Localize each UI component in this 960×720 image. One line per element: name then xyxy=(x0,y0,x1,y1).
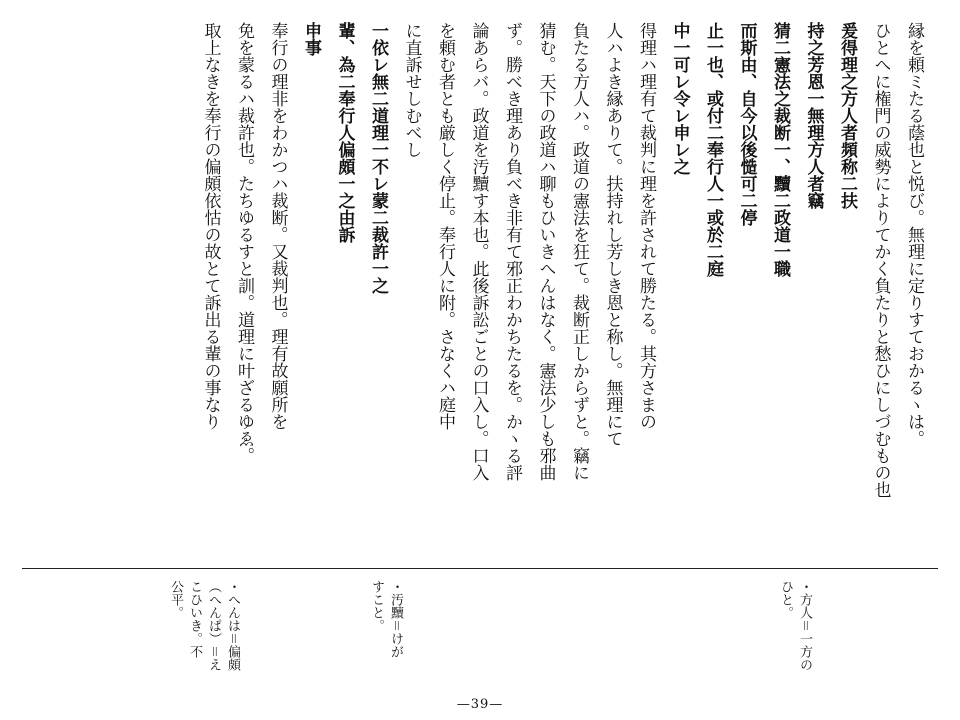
commentary-line: 縁を頼ミたる蔭也と悦び。無理に定りすておかるヽは。 xyxy=(904,22,924,447)
commentary-line: 猜む。天下の政道ハ聊もひいきへんはなく。憲法少しも邪曲 xyxy=(535,22,556,481)
kanbun-line: 輩、為二奉行人偏頗一之由訴 xyxy=(334,22,355,243)
main-text xyxy=(193,22,930,562)
commentary-line: に直訴せしむべし xyxy=(401,22,422,158)
footnote-line: ひと。 xyxy=(778,580,793,619)
kanbun-line: 而斯由、自今以後慥可二停 xyxy=(736,22,757,226)
commentary-line: 論あらバ。政道を汚黷す本也。此後訴訟ごとの口入し。口入 xyxy=(468,22,489,481)
commentary-line: ひとへに権門の威勢によりてかく負たりと愁ひにしづむもの也 xyxy=(870,22,891,498)
footnote-line: ・方人＝一方の xyxy=(797,580,812,672)
footnote-katoudo xyxy=(776,580,814,671)
commentary-line: 奉行の理非をわかつハ裁断。又裁判也。理有故願所を xyxy=(267,22,288,430)
footnote-divider xyxy=(22,568,938,569)
commentary-line: を頼む者とも厳しく停止。奉行人に附。さなくハ庭中 xyxy=(435,22,455,430)
footnote-line: ・へんは＝偏頗 xyxy=(225,580,240,672)
footnote-oshoku xyxy=(367,580,405,658)
footnote-henpa xyxy=(166,580,242,671)
kanbun-line: 中一可レ令レ申レ之 xyxy=(669,22,690,175)
kanbun-line: 爰得理之方人者頻称二扶 xyxy=(837,22,857,209)
footnote-line: すこと。 xyxy=(369,580,384,632)
commentary-line: 免を蒙るハ裁許也。たちゆるすと訓。道理に叶ざるゆゑ。 xyxy=(234,22,254,464)
commentary-line: 取上なきを奉行の偏頗依怙の故とて訴出る輩の事なり xyxy=(200,22,221,430)
footnote-line: （へんぱ）＝え xyxy=(206,580,221,672)
kanbun-line: 持之芳恩一無理方人者竊 xyxy=(803,22,824,209)
kanbun-line: 猜二憲法之裁断一、黷二政道一職 xyxy=(770,22,790,277)
footnote-line: こひいき。不 xyxy=(187,580,202,658)
footnote-line: ・汚黷＝けが xyxy=(388,580,403,659)
commentary-line: 得理ハ理有て裁判に理を許されて勝たる。其方さまの xyxy=(636,22,656,430)
page-number: —39— xyxy=(456,697,504,712)
kanbun-line: 申事 xyxy=(301,22,321,56)
commentary-line: ず。勝べき理あり負べき非有て邪正わかちたるを。かヽる評 xyxy=(502,22,522,481)
commentary-line: 負たる方人ハ。政道の憲法を狂て。裁断正しからずと。竊に xyxy=(569,22,589,481)
footnote-line: 公平。 xyxy=(168,580,183,619)
kanbun-line: 止一也、或付二奉行人一或於二庭 xyxy=(703,22,723,277)
kanbun-line: 一依レ無二道理一不レ蒙二裁許一之 xyxy=(368,22,388,294)
commentary-line: 人ハよき縁ありて。扶持れし芳しき恩と称し。無理にて xyxy=(602,22,623,447)
